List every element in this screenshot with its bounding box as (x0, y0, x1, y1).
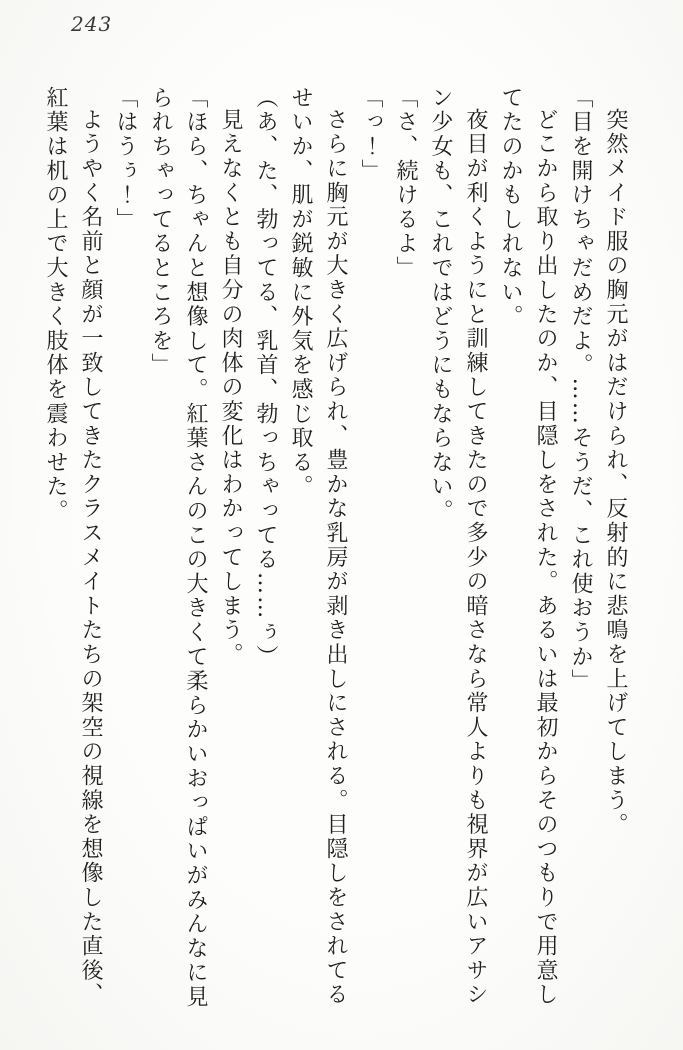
paragraph: さらに胸元が大きく広げられ、豊かな乳房が剥き出しにされる。目隠しをされてるせいか、肌が鋭敏に外気を感じ取る。 (288, 86, 348, 1008)
paragraph: 夜目が利くようにと訓練してきたので多少の暗さなら常人よりも視界が広いアサシン少女も、これではどうにもならない。 (428, 86, 488, 1008)
paragraph: 見えなくとも自分の肉体の変化はわかってしまう。 (218, 108, 243, 667)
page-text (35, 86, 633, 1018)
paragraph: 「はうぅ！」 (113, 86, 138, 232)
paragraph: 「っ！」 (358, 86, 383, 184)
paragraph: （あ、た、勃ってる、乳首、勃っちゃってる……ぅ） (253, 86, 278, 670)
paragraph: どこから取り出したのか、目隠しをされた。あるいは最初からそのつもりで用意してたのかもしれない。 (498, 86, 558, 1008)
paragraph: ようやく名前と顔が一致してきたクラスメイトたちの架空の視線を想像した直後、紅葉は机の上で大きく肢体を震わせた。 (43, 86, 103, 1008)
paragraph: 「ほら、ちゃんと想像して。紅葉さんのこの大きくて柔らかいおっぱいがみんなに見られちゃってるところを」 (148, 86, 208, 1010)
paragraph: 「さ、続けるよ」 (393, 86, 418, 281)
page-number: 243 (71, 12, 113, 36)
paragraph: 「目を開けちゃだめだよ。……そうだ、これ使おうか」 (568, 86, 593, 694)
paragraph: 突然メイド服の胸元がはだけられ、反射的に悲鳴を上げてしまう。 (603, 108, 628, 837)
